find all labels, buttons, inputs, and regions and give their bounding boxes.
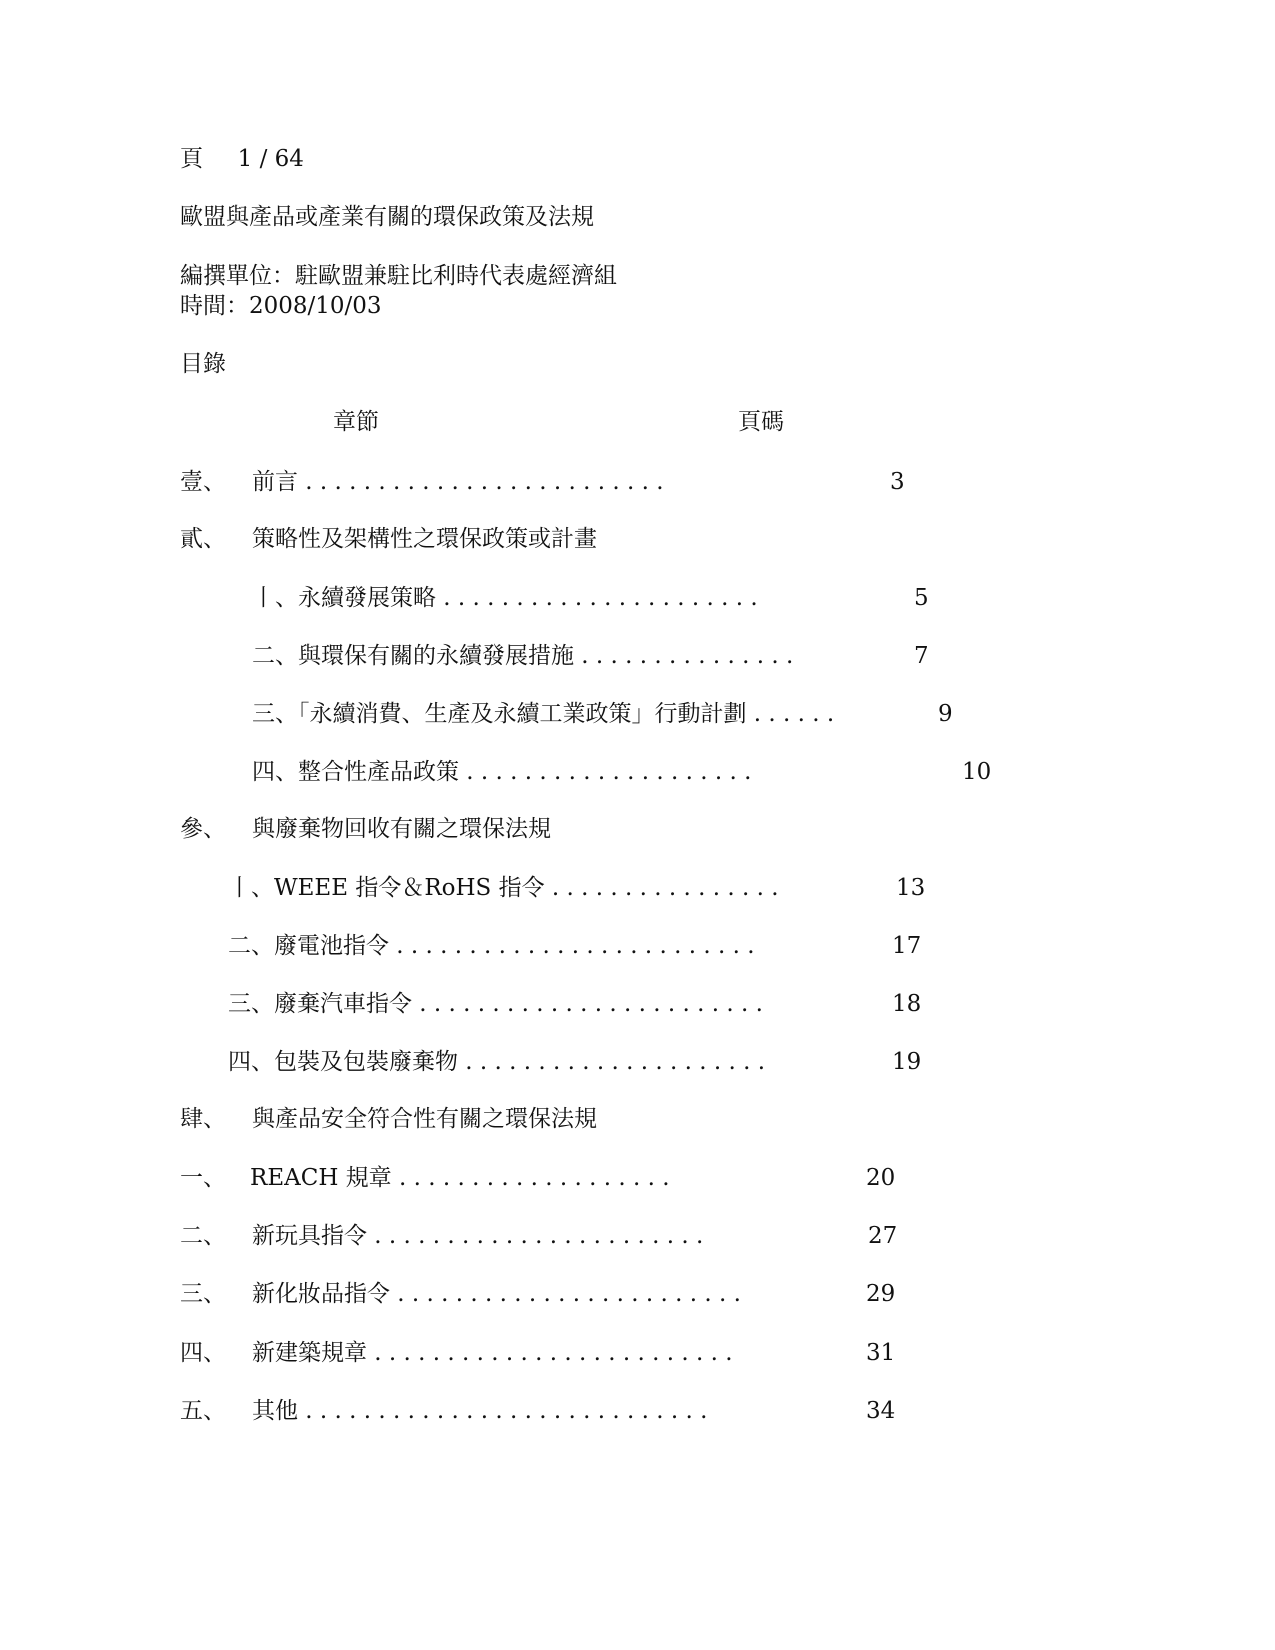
toc-entry-text: 前言 [252, 469, 298, 495]
toc-entry-page: 5 [914, 585, 929, 611]
page-indicator [180, 145, 304, 173]
toc-entry-page: 7 [914, 643, 929, 669]
toc-entry-text: 其他 [252, 1398, 298, 1424]
toc-entry-number: 四、 [180, 1340, 226, 1366]
toc-entry-number: 肆、 [180, 1106, 226, 1132]
toc-entry[interactable] [180, 1280, 226, 1308]
toc-entry-page: 27 [868, 1223, 898, 1249]
document-title: 歐盟與產品或產業有關的環保政策及法規 [180, 204, 594, 230]
toc-entry-text: REACH 規章 [250, 1165, 392, 1191]
toc-entry[interactable] [252, 758, 751, 786]
toc-entry[interactable] [252, 700, 834, 728]
toc-entry-page: 18 [892, 991, 922, 1017]
compiler-line: 編撰單位：駐歐盟兼駐比利時代表處經濟組 [180, 263, 617, 289]
toc-entry-number: 壹、 [180, 469, 226, 495]
toc-leader: . . . . . . . . . . . . . . . . . . . . [459, 759, 752, 785]
toc-entry-page: 31 [866, 1340, 896, 1366]
toc-entry-page: 10 [962, 759, 992, 785]
toc-entry-number: 五、 [180, 1398, 226, 1424]
page-number: 1 / 64 [237, 146, 304, 172]
toc-entry[interactable] [228, 990, 763, 1018]
toc-entry[interactable] [180, 1222, 226, 1250]
toc-leader: . . . . . . [746, 701, 835, 727]
toc-entry-text: 丨、永續發展策略 [252, 585, 436, 611]
toc-entry-title-row [252, 1222, 703, 1250]
toc-entry-text: 三、「永續消費、生產及永續工業政策」行動計劃 [252, 701, 747, 727]
toc-leader: . . . . . . . . . . . . . . . . . . . . . . . . [412, 991, 763, 1017]
toc-leader: . . . . . . . . . . . . . . . . . . . . . . . . . [298, 469, 664, 495]
toc-entry-page: 29 [866, 1281, 896, 1307]
toc-entry-page: 19 [892, 1049, 922, 1075]
toc-leader: . . . . . . . . . . . . . . . [574, 643, 794, 669]
toc-entry-title-row [252, 525, 597, 553]
toc-entry[interactable] [252, 642, 793, 670]
toc-entry-text: 四、整合性產品政策 [252, 759, 459, 785]
toc-entry-text: 四、包裝及包裝廢棄物 [228, 1049, 458, 1075]
toc-entry-text: 新化妝品指令 [252, 1281, 390, 1307]
toc-heading: 目錄 [180, 351, 226, 377]
toc-entry-number: 二、 [180, 1223, 226, 1249]
toc-entry[interactable] [228, 1048, 765, 1076]
toc-entry-text: 新建築規章 [252, 1340, 367, 1366]
toc-entry[interactable] [180, 468, 226, 496]
toc-leader: . . . . . . . . . . . . . . . . . . . . . . . . . . . . [298, 1398, 708, 1424]
toc-entry-title-row [252, 468, 664, 496]
toc-col-page: 頁碼 [738, 409, 784, 435]
toc-entry[interactable] [180, 1339, 226, 1367]
toc-entry-page: 13 [896, 875, 926, 901]
toc-entry-page: 34 [866, 1398, 896, 1424]
toc-entry-text: 新玩具指令 [252, 1223, 367, 1249]
toc-entry[interactable] [180, 1105, 226, 1133]
toc-entry-number: 三、 [180, 1281, 226, 1307]
toc-entry-title-row [252, 1397, 707, 1425]
toc-entry[interactable] [228, 874, 779, 902]
toc-entry-text: 三、廢棄汽車指令 [228, 991, 412, 1017]
toc-entry-page: 20 [866, 1165, 896, 1191]
toc-entry-text: 與廢棄物回收有關之環保法規 [252, 816, 551, 842]
toc-entry[interactable] [180, 1397, 226, 1425]
toc-leader: . . . . . . . . . . . . . . . . . . . [391, 1165, 670, 1191]
toc-leader: . . . . . . . . . . . . . . . . . . . . . [458, 1049, 766, 1075]
toc-entry-title-row [252, 815, 551, 843]
toc-entry[interactable] [180, 525, 226, 553]
toc-entry-number: 參、 [180, 816, 226, 842]
toc-entry[interactable] [180, 815, 226, 843]
toc-entry-text: 策略性及架構性之環保政策或計畫 [252, 526, 597, 552]
toc-entry-page: 3 [890, 469, 905, 495]
toc-entry-text: 與產品安全符合性有關之環保法規 [252, 1106, 597, 1132]
toc-entry-title-row [250, 1164, 670, 1192]
toc-leader: . . . . . . . . . . . . . . . . . . . . . . . . . [389, 933, 755, 959]
toc-entry-number: 一、 [180, 1165, 226, 1191]
toc-entry-text: 丨、WEEE 指令＆RoHS 指令 [228, 875, 545, 901]
toc-col-chapter: 章節 [333, 409, 379, 435]
toc-entry[interactable] [228, 932, 755, 960]
toc-entry-title-row [252, 1280, 741, 1308]
toc-leader: . . . . . . . . . . . . . . . . . . . . . . . . . [367, 1340, 733, 1366]
date-line: 時間：2008/10/03 [180, 293, 382, 319]
toc-entry-title-row [252, 1339, 733, 1367]
toc-entry-page: 17 [892, 933, 922, 959]
toc-entry-text: 二、與環保有關的永續發展措施 [252, 643, 574, 669]
toc-entry-title-row [252, 1105, 597, 1133]
toc-leader: . . . . . . . . . . . . . . . . [544, 875, 779, 901]
toc-entry-page: 9 [938, 701, 953, 727]
toc-entry-number: 貳、 [180, 526, 226, 552]
toc-entry[interactable] [252, 584, 758, 612]
toc-leader: . . . . . . . . . . . . . . . . . . . . . . [436, 585, 758, 611]
toc-leader: . . . . . . . . . . . . . . . . . . . . . . . . [390, 1281, 741, 1307]
toc-leader: . . . . . . . . . . . . . . . . . . . . . . . [367, 1223, 704, 1249]
toc-entry[interactable] [180, 1164, 226, 1192]
page-label: 頁 [180, 146, 203, 172]
toc-entry-text: 二、廢電池指令 [228, 933, 389, 959]
